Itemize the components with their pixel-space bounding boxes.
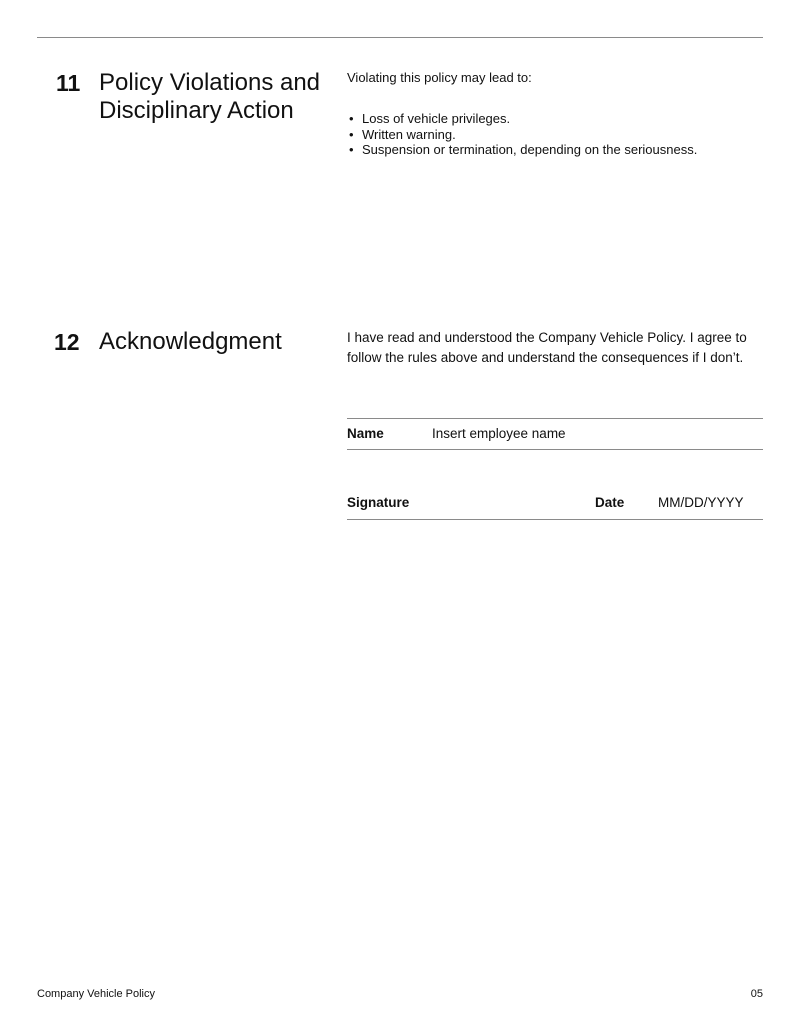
section-title <box>99 69 320 125</box>
section-number: 12 <box>54 329 80 355</box>
signature-field[interactable] <box>420 490 585 516</box>
footer-title: Company Vehicle Policy <box>37 988 156 1000</box>
section-title: Acknowledgment <box>99 328 282 355</box>
name-field[interactable]: Insert employee name <box>432 426 566 441</box>
name-label: Name <box>347 426 384 441</box>
signature-label: Signature <box>347 495 410 510</box>
page-number: 05 <box>750 988 763 1000</box>
date-field[interactable]: MM/DD/YYYY <box>658 495 744 510</box>
form-divider <box>347 519 763 520</box>
form-divider <box>347 418 763 419</box>
section-intro: Violating this policy may lead to: <box>347 70 532 85</box>
section-number: 11 <box>56 70 81 96</box>
form-divider <box>347 449 763 450</box>
list-item: • Loss of vehicle privileges. <box>347 111 697 127</box>
list-item: • Suspension or termination, depending on the seriousness. <box>347 142 697 158</box>
section-title-line: Disciplinary Action <box>99 97 294 124</box>
section-title-line: Policy Violations and <box>99 69 321 96</box>
violation-list <box>347 111 697 158</box>
date-label: Date <box>595 495 625 510</box>
top-divider <box>37 37 763 38</box>
acknowledgment-text: I have read and understood the Company Vehicle Policy. I agree to follow the rules above and understand the consequences if I don’t. <box>347 330 747 365</box>
list-item: • Written warning. <box>347 127 697 143</box>
